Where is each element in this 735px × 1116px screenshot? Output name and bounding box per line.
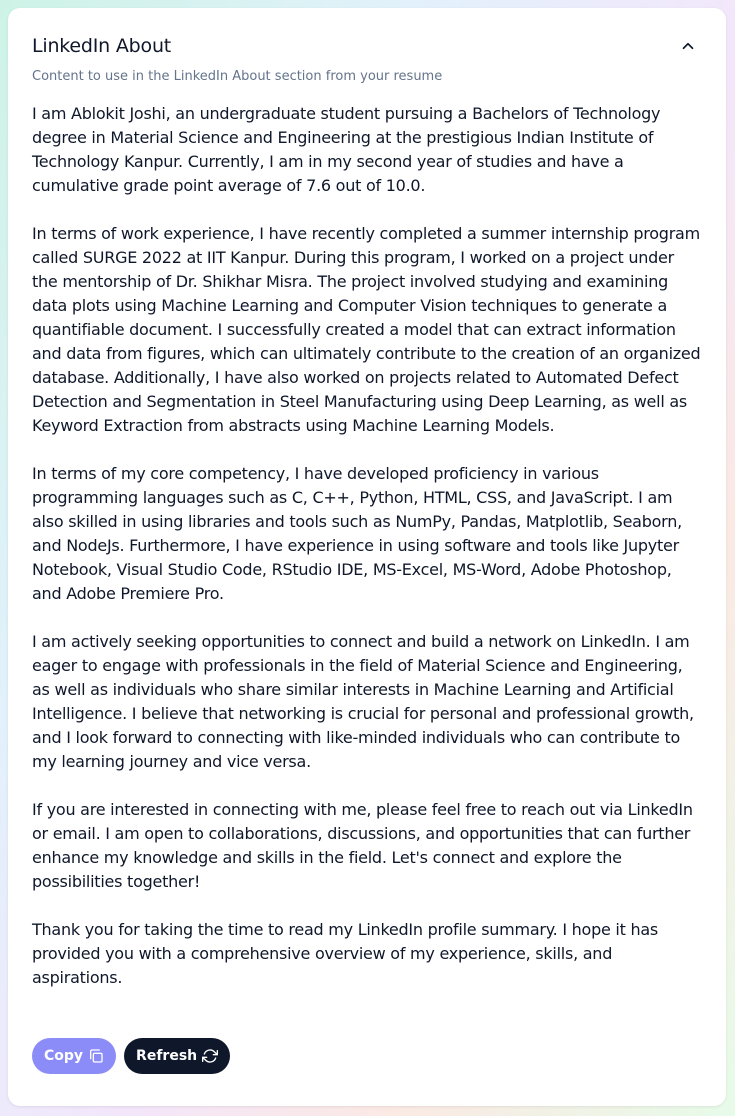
refresh-button[interactable] (124, 1038, 230, 1074)
linkedin-about-card (8, 8, 726, 1106)
chevron-up-icon (679, 37, 697, 55)
about-paragraph: In terms of my core competency, I have developed proficiency in various programming languages such as C, C++, Python, HTML, CSS, and JavaScript. I am also skilled in using libraries and tools such as NumPy, Pandas, Matplotlib, Seaborn, and NodeJs. Furthermore, I have experience in using software and tools like Jupyter Notebook, Visual Studio Code, RStudio IDE, MS-Excel, MS-Word, Adobe Photoshop, and Adobe Premiere Pro. (32, 464, 682, 603)
copy-button[interactable] (32, 1038, 116, 1074)
about-content (32, 102, 702, 990)
copy-icon (88, 1048, 104, 1064)
collapse-button[interactable] (674, 32, 702, 60)
card-subtitle: Content to use in the LinkedIn About section from your resume (32, 69, 443, 84)
about-paragraph: I am Ablokit Joshi, an undergraduate student pursuing a Bachelors of Technology degree in Material Science and Engineering at the prestigious Indian Institute of Technology Kanpur. Currently, I am in my second year of studies and have a cumulative grade point average of 7.6 out of 10.0. (32, 104, 661, 195)
card-title: LinkedIn About (32, 35, 172, 57)
about-paragraph: Thank you for taking the time to read my LinkedIn profile summary. I hope it has provided you with a comprehensive overview of my experience, skills, and aspirations. (32, 920, 658, 987)
refresh-icon (202, 1048, 218, 1064)
about-paragraph: I am actively seeking opportunities to connect and build a network on LinkedIn. I am eager to engage with professionals in the field of Material Science and Engineering, as well as individuals who share similar interests in Machine Learning and Artificial Intelligence. I believe that networking is crucial for personal and professional growth, and I look forward to connecting with like-minded individuals who can contribute to my learning journey and vice versa. (32, 632, 694, 771)
about-paragraph: If you are interested in connecting with me, please feel free to reach out via LinkedIn or email. I am open to collaborations, discussions, and opportunities that can further enhance my knowledge and skills in the field. Let's connect and explore the possibilities together! (32, 800, 693, 891)
refresh-button-label: Refresh (136, 1048, 198, 1064)
copy-button-label: Copy (44, 1048, 84, 1064)
card-header (32, 32, 702, 60)
about-paragraph: In terms of work experience, I have recently completed a summer internship program called SURGE 2022 at IIT Kanpur. During this program, I worked on a project under the mentorship of Dr. Shikhar Misra. The project involved studying and examining data plots using Machine Learning and Computer Vision techniques to generate a quantifiable document. I successfully created a model that can extract information and data from figures, which can ultimately contribute to the creation of an organized database. Additionally, I have also worked on projects related to Automated Defect Detection and Segmentation in Steel Manufacturing using Deep Learning, as well as Keyword Extraction from abstracts using Machine Learning Models. (32, 224, 701, 435)
action-bar (32, 1038, 230, 1074)
